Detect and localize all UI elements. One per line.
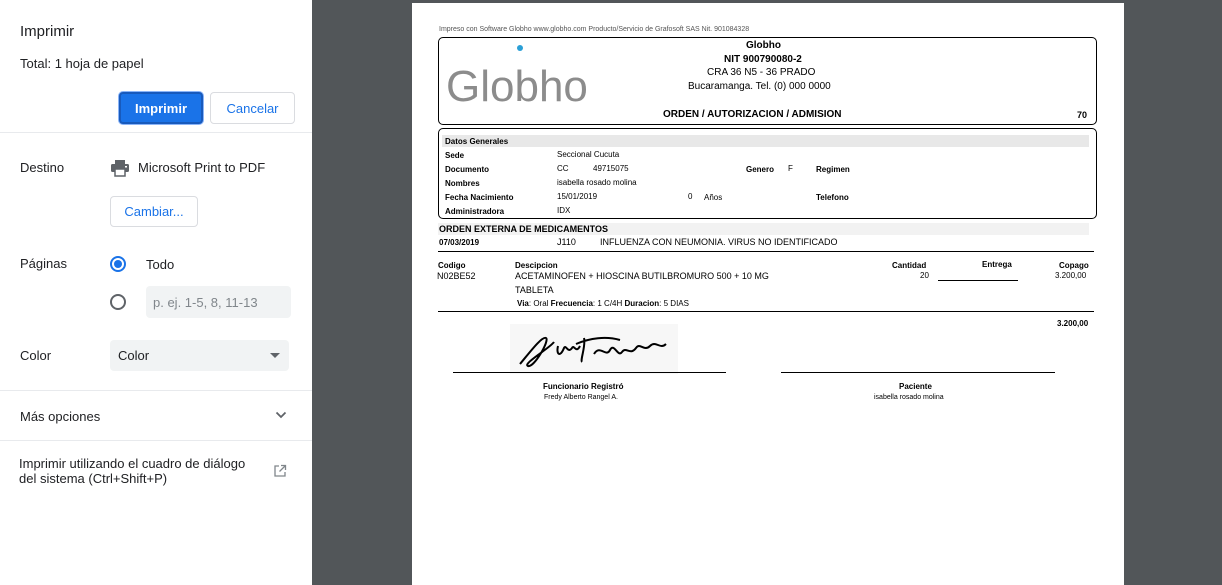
col-copago: Copago [1059,261,1089,270]
open-external-icon[interactable] [273,464,287,478]
destination-value: Microsoft Print to PDF [138,160,266,175]
total-value: 3.200,00 [1057,319,1089,328]
signature-left-label: Funcionario Registró [543,382,624,391]
company-nit: NIT 900790080-2 [724,54,802,65]
diagnosis-text: INFLUENZA CON NEUMONIA. VIRUS NO IDENTIFICADO [600,237,838,247]
via-label: Via [517,299,529,308]
regimen-label: Regimen [816,165,850,174]
sede-label: Sede [445,151,465,160]
pages-custom-radio[interactable] [110,294,126,310]
more-options-label[interactable]: Más opciones [20,409,101,424]
duracion-label: Duracion [624,299,660,308]
col-codigo: Codigo [438,261,466,270]
color-select[interactable] [110,340,289,371]
globho-logo [444,43,588,111]
order-divider [438,251,1094,252]
edad-value: 0 [688,192,693,201]
change-destination-button[interactable]: Cambiar... [110,196,198,227]
company-city-phone: Bucaramanga. Tel. (0) 000 0000 [688,81,831,92]
frecuencia-value: : 1 C/4H [592,299,623,308]
total-value: 1 hoja de papel [54,56,144,71]
company-name: Globho [746,40,781,51]
system-dialog-link[interactable]: Imprimir utilizando el cuadro de diálogo del sistema (Ctrl+Shift+P) [19,456,246,486]
company-address: CRA 36 N5 - 36 PRADO [707,67,816,78]
document [412,3,1124,585]
signature-right-name: isabella rosado molina [874,394,944,401]
entrega-line [938,280,1018,281]
item-descripcion: ACETAMINOFEN + HIOSCINA BUTILBROMURO 500 + 10 MG [515,271,769,281]
document-title: ORDEN / AUTORIZACION / ADMISION [663,109,842,120]
via-value: : Oral [528,299,549,308]
nombres-value: isabella rosado molina [557,178,637,187]
software-note: Impreso con Software Globho www.globho.com Producto/Servicio de Grafosoft SAS Nit. 901084328 [439,26,750,33]
sheet-total [20,56,144,71]
document-number: 70 [1077,110,1088,120]
item-posology [517,299,689,308]
printer-icon [110,159,130,177]
item-copago: 3.200,00 [1055,271,1087,280]
logo-text: Globho [446,62,588,111]
print-button[interactable]: Imprimir [119,92,203,124]
print-settings-panel [0,0,312,585]
pages-custom-input[interactable]: p. ej. 1-5, 8, 11-13 [146,286,291,318]
general-data-title: Datos Generales [445,137,509,146]
order-title: ORDEN EXTERNA DE MEDICAMENTOS [439,224,609,234]
preview-page [412,3,1124,585]
edad-unit: Años [704,193,723,202]
divider [0,132,312,133]
color-label: Color [20,348,52,363]
destination-label: Destino [20,160,65,175]
col-descripcion: Descipcion [515,261,558,270]
genero-label: Genero [746,165,775,174]
col-cantidad: Cantidad [892,261,927,270]
fecha-value: 15/01/2019 [557,192,598,201]
item-codigo: N02BE52 [437,271,476,281]
diagnosis-code: J110 [557,237,576,247]
dialog-title: Imprimir [20,23,75,40]
item-forma: TABLETA [515,285,554,295]
fecha-label: Fecha Nacimiento [445,193,514,202]
signature-image [510,324,678,374]
items-divider [438,311,1094,312]
divider [0,440,312,441]
genero-value: F [788,164,793,173]
item-cantidad: 20 [920,271,929,280]
telefono-label: Telefono [816,193,849,202]
chevron-down-icon[interactable] [275,409,287,421]
signature-line-right [781,372,1055,373]
doc-number: 49715075 [593,164,629,173]
col-entrega: Entrega [982,260,1012,269]
pages-label: Páginas [20,256,67,271]
signature-right-label: Paciente [899,382,932,391]
admin-label: Administradora [445,207,505,216]
signature-left-name: Fredy Alberto Rangel A. [544,394,618,401]
doc-type: CC [557,164,569,173]
pages-all-label: Todo [146,257,175,272]
sede-value: Seccional Cucuta [557,150,620,159]
dropdown-caret-icon [270,353,280,358]
duracion-value: : 5 DIAS [659,299,689,308]
print-preview-area [312,0,1222,585]
documento-label: Documento [445,165,489,174]
cancel-button[interactable]: Cancelar [210,92,295,124]
divider [0,390,312,391]
general-data-header-bg [442,135,1089,147]
total-prefix: Total: [20,56,55,71]
frecuencia-label: Frecuencia [550,299,593,308]
nombres-label: Nombres [445,179,480,188]
admin-value: IDX [557,206,571,215]
signature-line-left [453,372,726,373]
order-date: 07/03/2019 [439,238,480,247]
pages-all-radio[interactable] [110,256,126,272]
color-selected: Color [118,348,150,363]
